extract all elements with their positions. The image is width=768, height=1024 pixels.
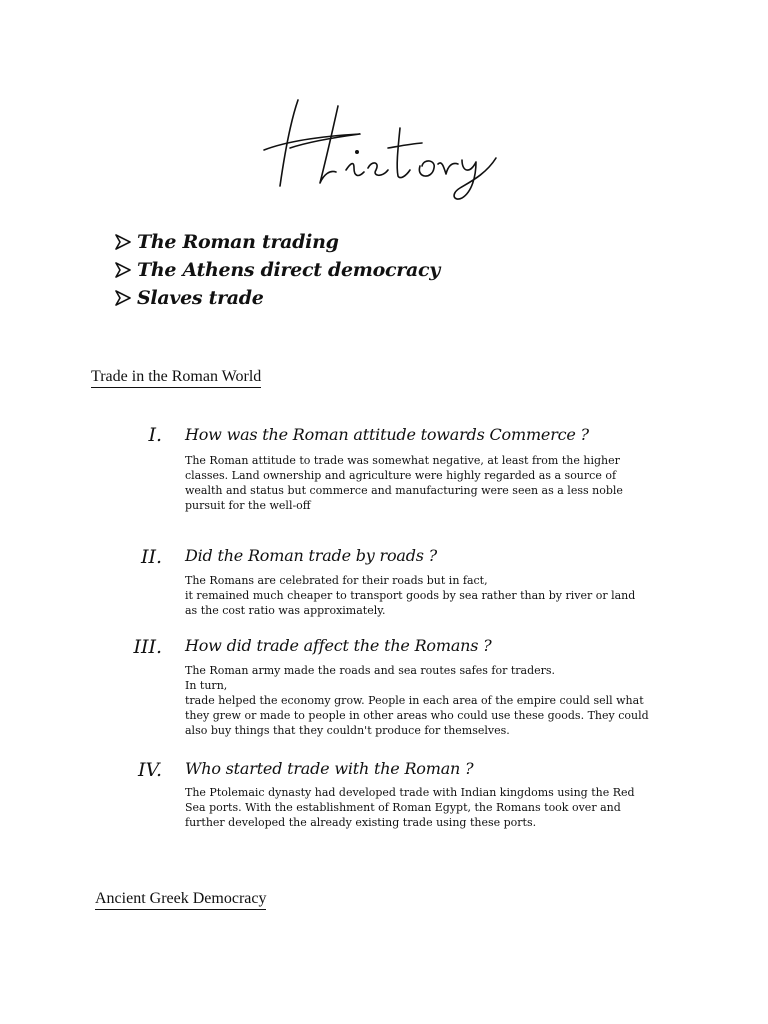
answer-line: The Roman army made the roads and sea routes safes for traders. [185,664,556,677]
arrow-bullet-icon [115,262,131,278]
topic-item [115,256,440,284]
answer-paragraph [185,573,685,618]
answer-line: it remained much cheaper to transport goods by sea rather than by river or land [185,589,636,602]
question-numeral: II. [140,546,162,568]
answer-paragraph [185,785,685,830]
arrow-bullet-icon [115,290,131,306]
topic-item [115,228,440,256]
topic-label: The Athens direct democracy [137,259,440,281]
topics-list [115,228,440,312]
answer-line: The Roman attitude to trade was somewhat negative, at least from the higher [185,454,620,467]
answer-line: The Ptolemaic dynasty had developed trade with Indian kingdoms using the Red [185,786,635,799]
question-numeral: I. [148,424,162,446]
answer-paragraph [185,453,685,513]
page-title [250,88,500,203]
topic-item [115,284,440,312]
topic-label: Slaves trade [137,287,264,309]
answer-line: pursuit for the well-off [185,499,311,512]
answer-line: further developed the already existing trade using these ports. [185,816,537,829]
section-heading-greek-democracy: Ancient Greek Democracy [95,890,266,910]
topic-label: The Roman trading [137,231,339,253]
question-heading: How did trade affect the the Romans ? [185,636,492,655]
answer-line: classes. Land ownership and agriculture were highly regarded as a source of [185,469,617,482]
answer-line: they grew or made to people in other areas who could use these goods. They could [185,709,649,722]
answer-line: In turn, [185,679,228,692]
answer-line: Sea ports. With the establishment of Roman Egypt, the Romans took over and [185,801,621,814]
answer-line: The Romans are celebrated for their roads but in fact, [185,574,488,587]
answer-line: also buy things that they couldn't produce for themselves. [185,724,510,737]
question-heading: Who started trade with the Roman ? [185,759,474,778]
question-numeral: III. [133,636,162,658]
answer-line: trade helped the economy grow. People in each area of the empire could sell what [185,694,644,707]
arrow-bullet-icon [115,234,131,250]
question-heading: Did the Roman trade by roads ? [185,546,438,565]
title-script-lettering [250,88,500,203]
question-numeral: IV. [138,759,162,781]
question-heading: How was the Roman attitude towards Commerce ? [185,425,589,444]
answer-paragraph [185,663,685,738]
answer-line: as the cost ratio was approximately. [185,604,386,617]
answer-line: wealth and status but commerce and manufacturing were seen as a less noble [185,484,623,497]
section-heading-roman-trade: Trade in the Roman World [91,368,261,388]
